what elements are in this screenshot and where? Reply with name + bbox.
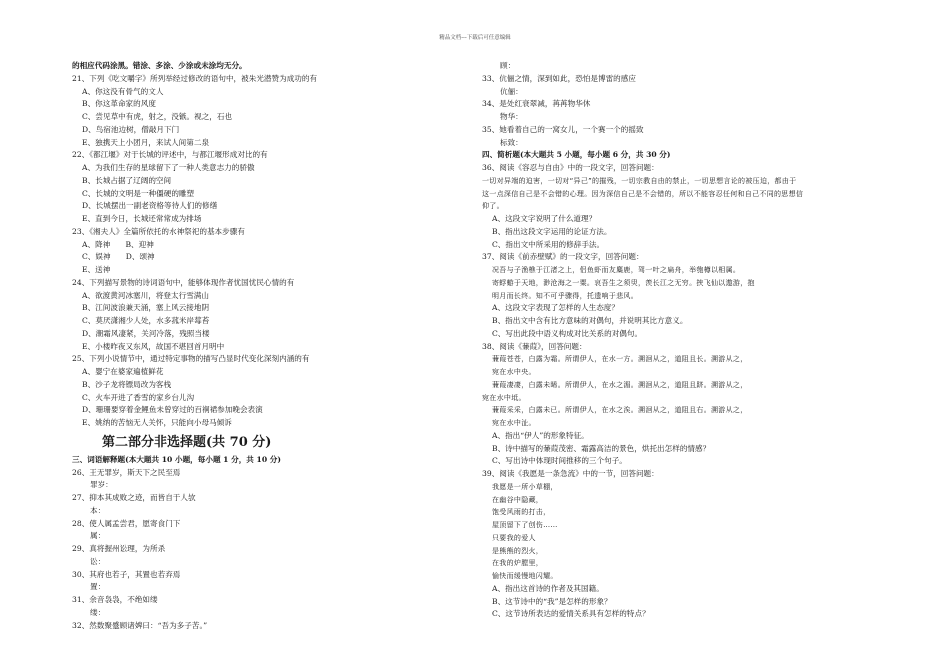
- text-line: C、写出此段中语义构成对比关系的对偶句。: [492, 328, 643, 338]
- text-line: 蒹葭凄凄，白露未晞。所谓伊人，在水之湄。溯洄从之，道阻且跻。溯游从之，: [492, 380, 748, 389]
- text-line: A、为我们生存的星球留下了一种人类意志力的骄傲: [82, 163, 255, 172]
- text-line: 宛在水中坻。: [482, 393, 526, 402]
- text-line: 23、《湘夫人》全篇所依托的水神祭祀的基本步骤有: [72, 226, 245, 236]
- text-line: 顾：: [500, 61, 516, 70]
- text-line: E、直到今日，长城还常常成为排场: [82, 214, 202, 223]
- text-line: B、指出文中含有比方意味的对偶句，并说明其比方意义。: [492, 316, 688, 325]
- text-line: 25、下列小说情节中，通过特定事物的描写凸显时代变化深刻内涵的有: [72, 354, 310, 364]
- text-line: 愉快而缓慢地闪耀。: [492, 572, 558, 580]
- text-line: 置：: [90, 582, 106, 592]
- text-line: C、莫厌潇湘少人处，水多菰米岸莓苔: [82, 316, 210, 325]
- text-line: 仰了。: [482, 202, 504, 211]
- text-line: 物华：: [500, 112, 523, 121]
- text-line: A、欲渡黄河冰塞川，将登太行雪满山: [82, 290, 209, 300]
- text-line: 况吾与子渔樵于江渚之上，侣鱼虾而友麋鹿，驾一叶之扁舟，举匏樽以相属。: [492, 266, 741, 274]
- text-line: C、长城的文明是一种僵硬的雕塑: [82, 188, 195, 198]
- right-column: [482, 60, 882, 621]
- text-line: 37、阅读《前赤壁赋》的一段文字，回答问题：: [482, 252, 644, 262]
- text-line: 21、下列《吃文嚼字》所列举经过修改的语句中，被朱光潜赞为成功的有: [72, 73, 318, 83]
- text-line: 36、阅读《容忍与自由》中的一段文字，回答问题：: [482, 163, 659, 172]
- left-column: [72, 60, 467, 632]
- text-line: 蒹葭采采，白露未已。所谓伊人，在水之涘。溯洄从之，道阻且右。溯游从之，: [492, 406, 748, 415]
- text-line: A、婴宁在婆家遍植鲜花: [82, 367, 164, 376]
- text-line: 30、其府也若子，其置也若弃焉: [72, 569, 181, 579]
- text-line: C、这节诗所表达的爱情关系具有怎样的特点？: [492, 609, 650, 619]
- text-line: C、写出诗中体现时间推移的三个句子。: [492, 456, 627, 466]
- text-line: D、长城摆出一副老资格等待人们的修缮: [82, 201, 218, 211]
- section-heading: 的相应代码涂黑。错涂、多涂、少涂或未涂均无分。: [72, 61, 247, 70]
- text-line: 罪岁：: [90, 480, 113, 490]
- text-line: A、指出“伊人”的形象特征。: [492, 430, 589, 440]
- text-line: 27、抑本其成败之迹，而皆自于人欤: [72, 493, 196, 502]
- text-line: 本：: [90, 505, 106, 515]
- text-line: D、鸟宿池边树，僧敲月下门: [82, 124, 180, 134]
- text-line: 饱受风雨的打击，: [492, 508, 551, 517]
- text-line: 宛在水中沚。: [492, 419, 536, 427]
- text-line: 22、《都江堰》对于长城的评述中，与都江堰形成对比的有: [72, 150, 268, 160]
- text-line: C、火车开进了香雪的家乡台儿沟: [82, 392, 195, 402]
- text-line: B、这节诗中的“我”是怎样的形象？: [492, 596, 612, 606]
- text-line: E、姚纳的苦恼无人关怀，只能向小母马倾诉: [82, 418, 232, 427]
- text-line: A、这段文字表现了怎样的人生态度？: [492, 303, 619, 313]
- text-line: 这一点深信自己是不会错的心理。因为深信自己是不会错的，所以不能容忍任何和自己不同的思想信: [482, 189, 804, 198]
- section-heading: 四、简析题(本大题共 5 小题，每小题 6 分，共 30 分): [482, 150, 671, 160]
- text-line: D、潮霜风凄紧，关河冷落，残照当楼: [82, 328, 210, 338]
- section-title: 第二部分非选择题(共 70 分): [102, 434, 272, 450]
- text-line: 一切对异端的迫害，一切对“异己”的摧残，一切宗教自由的禁止，一切思想言论的被压迫，都由于: [482, 176, 797, 185]
- text-line: 31、余音袅袅，不绝如缕: [72, 595, 158, 604]
- text-line: 我愿是一所小草棚，: [492, 482, 558, 491]
- text-line: 是熊熊的烈火，: [492, 546, 544, 555]
- text-line: 26、王无罪岁，斯天下之民至焉: [72, 467, 181, 477]
- text-line: 29、真将握州讼理，为所杀: [72, 544, 166, 553]
- text-line: 24、下列描写景物的诗词语句中，能够体现作者忧国忧民心情的有: [72, 277, 295, 287]
- text-line: B、长城占据了辽阔的空间: [82, 175, 172, 185]
- text-line: B、诗中描写的蒹葭茂密、霜露高洁的景色，烘托出怎样的情感？: [492, 443, 711, 453]
- page-header: 精品文档---下载后可任意编辑: [439, 35, 511, 41]
- text-line: A、指出这首诗的作者及其国籍。: [492, 583, 604, 593]
- text-line: 32、然数聚蹙顾诸婢曰：“吾为多子苦。”: [72, 620, 208, 630]
- text-line: 明月而长终。知不可乎骤得，托遗响于悲风。: [492, 291, 638, 300]
- section-heading: 三、词语解释题(本大题共 10 小题，每小题 1 分，共 10 分): [72, 454, 281, 464]
- text-line: 只要我的爱人: [492, 533, 536, 542]
- text-line: 在我的炉膛里，: [492, 559, 544, 568]
- text-line: 属：: [90, 531, 106, 541]
- text-line: A、你这没有骨气的文人: [82, 86, 164, 96]
- text-line: 标致：: [500, 137, 523, 147]
- text-line: C、尝见草中有虎，射之，没镞。视之，石也: [82, 112, 233, 121]
- text-line: 34、是处红衰翠减，苒苒物华休: [482, 99, 591, 109]
- text-line: 33、伉俪之情，深到如此，恐怕是博雷的感应: [482, 73, 636, 83]
- text-line: E、独携天上小团月，来试人间第二泉: [82, 137, 210, 147]
- text-line: 寄蜉蝣于天地，渺沧海之一粟。哀吾生之须臾，羡长江之无穷。挟飞仙以遨游，抱: [492, 278, 755, 287]
- text-line: 39、阅读《我愿是一条急流》中的一节，回答问题：: [482, 469, 659, 478]
- text-line: D、珊珊要穿着金鲤鱼未曾穿过的百裥裙参加晚会表演: [82, 405, 263, 415]
- text-line: E、送神: [82, 265, 111, 274]
- text-line: B、指出这段文字运用的论证方法。: [492, 226, 612, 236]
- text-line: B、江间波浪兼天涌，塞上风云接地阴: [82, 303, 210, 313]
- text-line: A、降神 B、迎神: [82, 239, 154, 249]
- text-line: B、你这革命家的风度: [82, 99, 156, 109]
- text-line: 在幽谷中隐藏，: [492, 495, 544, 504]
- text-line: E、小楼昨夜又东风，故国不堪回首月明中: [82, 341, 225, 351]
- text-line: 缕：: [90, 607, 106, 617]
- text-line: 宛在水中央。: [492, 368, 536, 376]
- text-line: 蒹葭苍苍，白露为霜。所谓伊人，在水一方。溯洄从之，道阻且长。溯游从之，: [492, 355, 748, 364]
- text-line: 讼：: [90, 556, 106, 566]
- text-line: 28、使人属孟尝君，愿寄食门下: [72, 518, 181, 528]
- text-line: 屋顶留下了创伤……: [492, 521, 558, 529]
- text-line: B、沙子龙将镖局改为客栈: [82, 379, 172, 389]
- text-line: A、这段文字说明了什么道理？: [492, 214, 597, 223]
- text-line: C、指出文中所采用的修辞手法。: [492, 239, 605, 249]
- text-line: C、娱神 D、颂神: [82, 252, 155, 262]
- text-line: 伉俪：: [500, 86, 523, 96]
- text-line: 38、阅读《蒹葭》，回答问题：: [482, 341, 587, 351]
- text-line: 35、她看着自己的一窝女儿，一个赛一个的摇致: [482, 124, 644, 134]
